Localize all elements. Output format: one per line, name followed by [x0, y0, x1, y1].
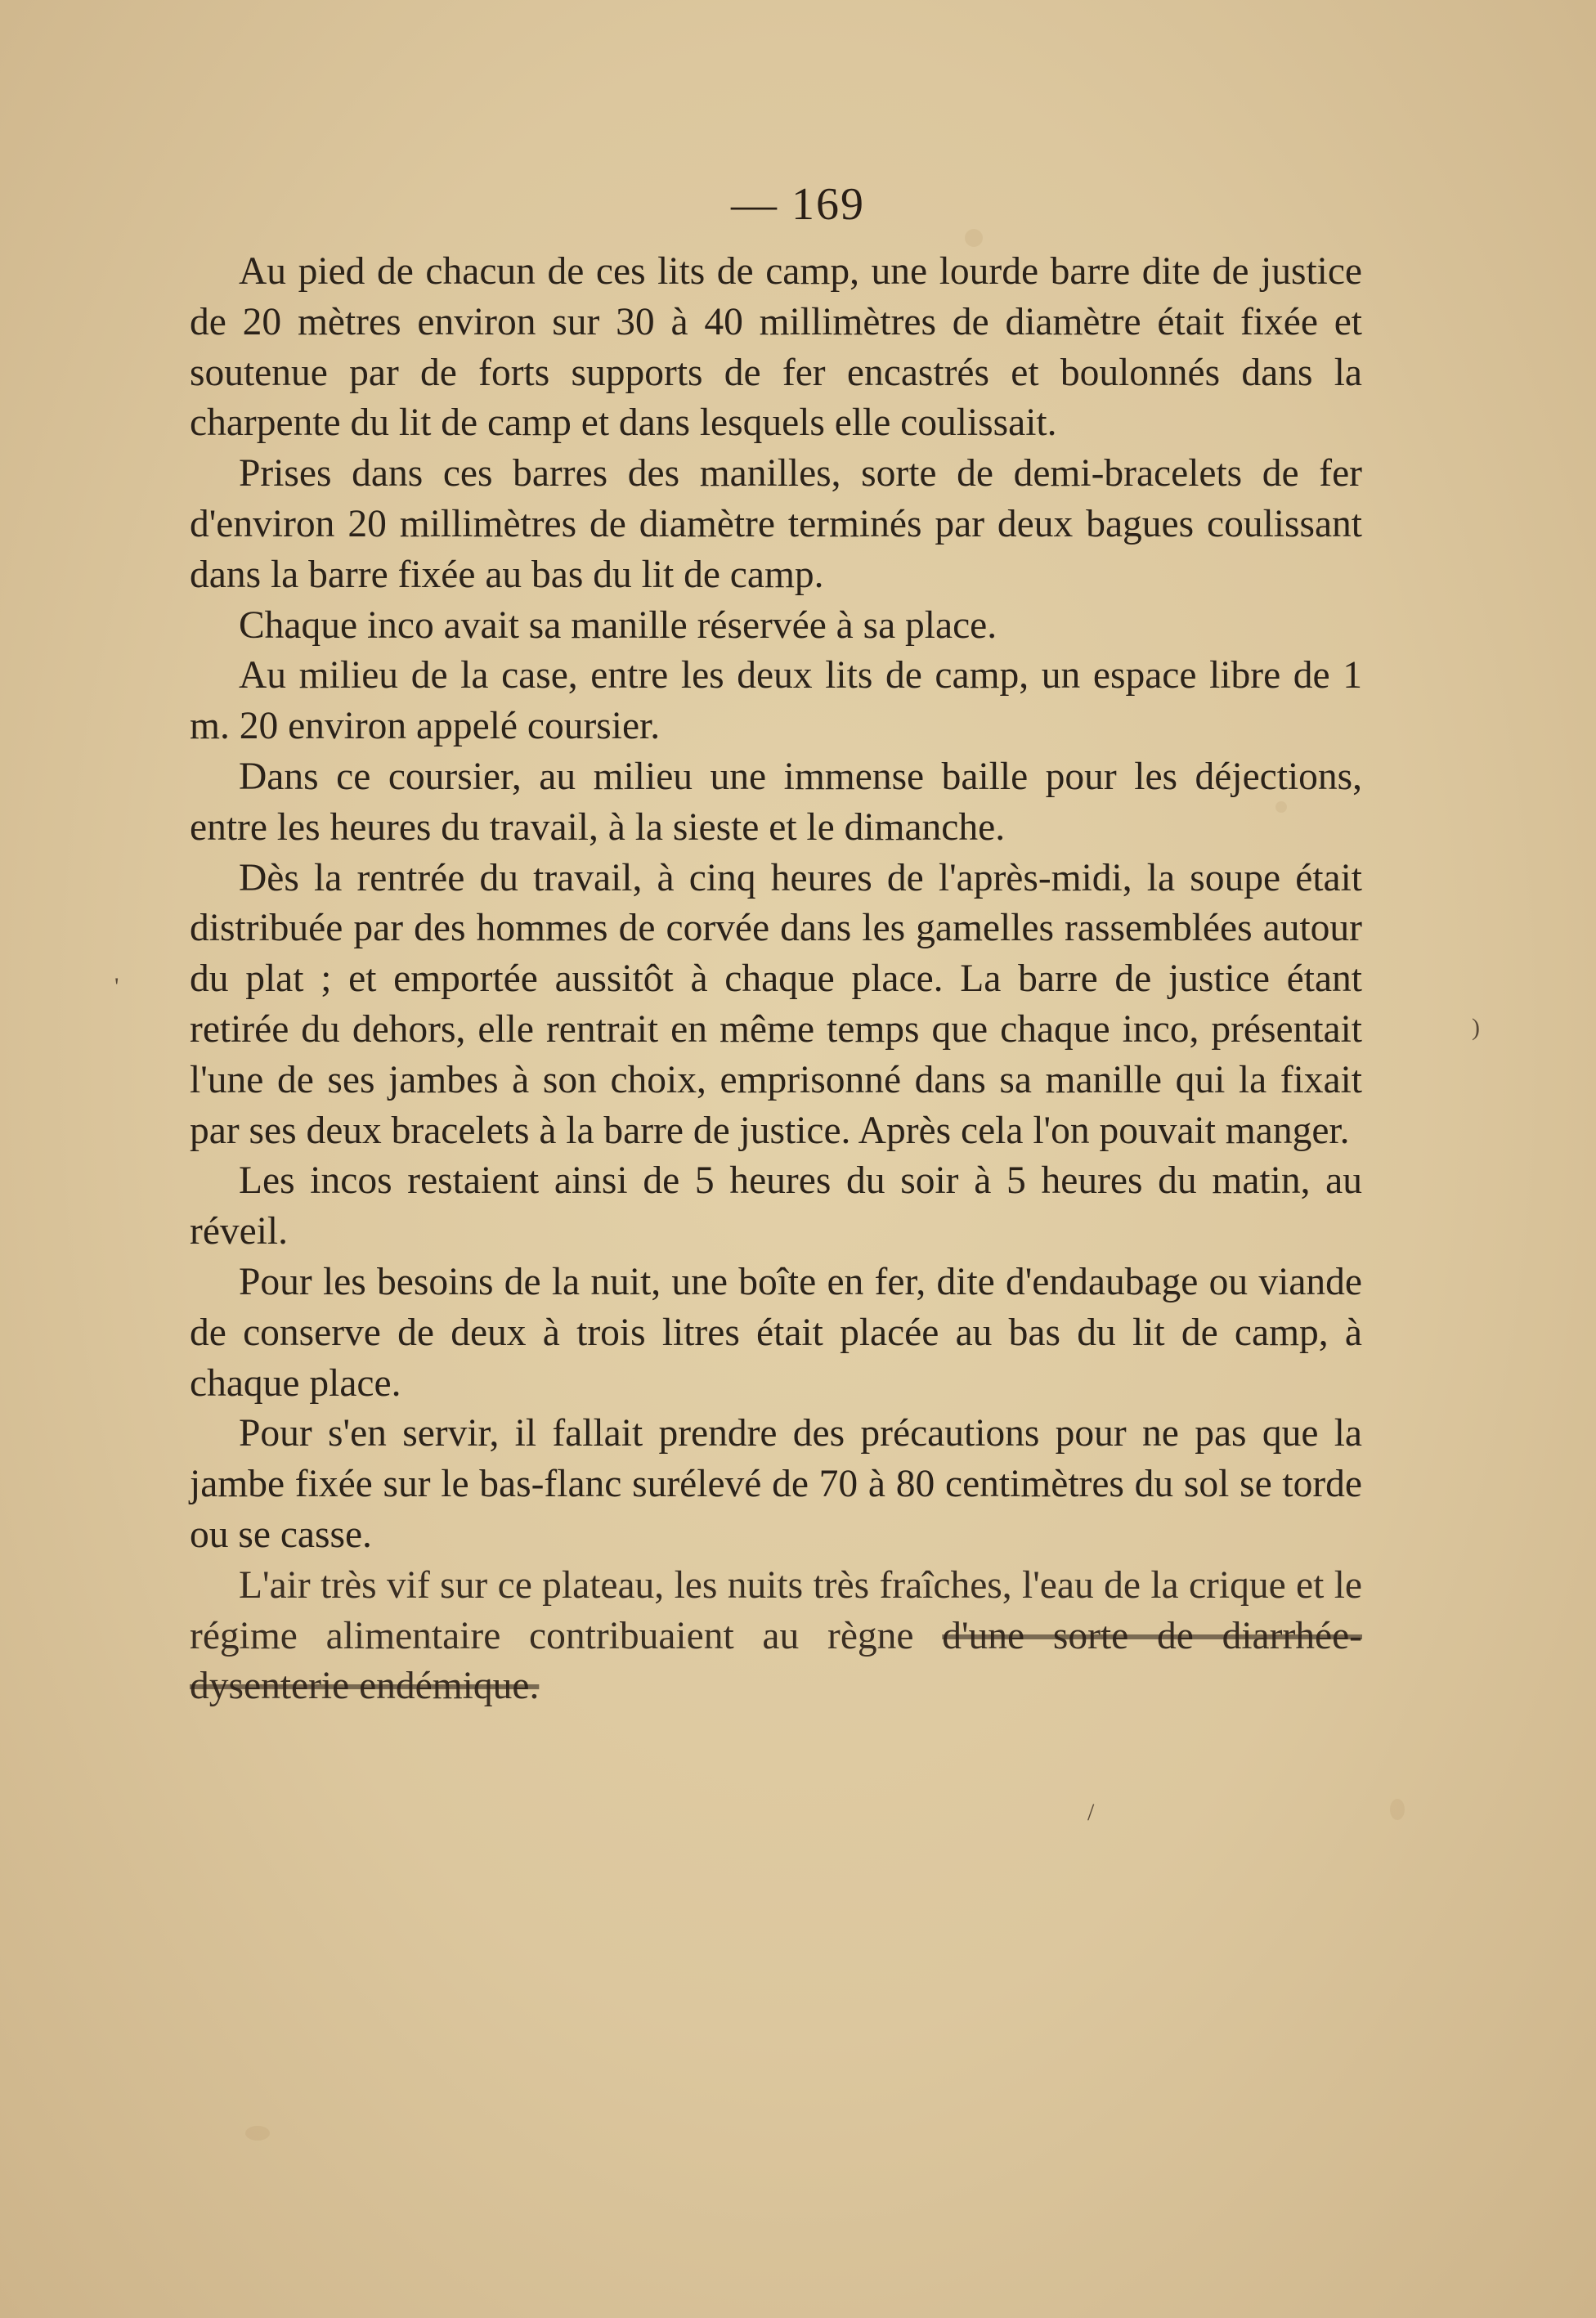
paragraph-last	[190, 1561, 1362, 1712]
margin-tick: '	[114, 973, 119, 1000]
paragraph: Dès la rentrée du travail, à cinq heures de l'après-midi, la soupe était distribuée par des hommes de corvée dans les gamelles rassemblées autour du plat ; et emportée aussitôt à chaque place. La barre de justice étant retirée du dehors, elle rentrait en même temps que chaque inco, présentait l'une de ses jambes à son choix, emprisonné dans sa manille qui la fixait par ses deux bracelets à la barre de justice. Après cela l'on pouvait manger.	[190, 856, 1362, 1152]
paragraph: Pour les besoins de la nuit, une boîte en fer, dite d'endaubage ou viande de conserve de deux à trois litres était placée au bas du lit de camp, à chaque place.	[190, 1260, 1362, 1405]
stain	[1390, 1799, 1405, 1820]
stain	[965, 229, 983, 247]
paragraph-last-start: L'air très vif sur ce plateau, les nuits très fraîches, l'eau de la crique et le régime alimentaire contribuaient au règne	[190, 1563, 1362, 1657]
stain	[245, 2126, 270, 2141]
page-number: — 169	[731, 179, 865, 230]
paragraph-last-smudged: d'une sorte de diarrhée-dysenterie endémique.	[190, 1614, 1362, 1708]
paragraph: Au pied de chacun de ces lits de camp, une lourde barre dite de justice de 20 mètres environ sur 30 à 40 millimètres de diamètre était fixée et soutenue par de forts supports de fer encastrés et boulonnés dans la charpente du lit de camp et dans lesquels elle coulissait.	[190, 250, 1362, 445]
margin-tick: /	[1087, 1799, 1095, 1826]
paragraph: Les incos restaient ainsi de 5 heures du soir à 5 heures du matin, au réveil.	[190, 1159, 1362, 1253]
paragraph: Chaque inco avait sa manille réservée à sa place.	[239, 603, 998, 647]
paragraph: Au milieu de la case, entre les deux lits de camp, un espace libre de 1 m. 20 environ appelé coursier.	[190, 654, 1362, 748]
paragraph: Dans ce coursier, au milieu une immense baille pour les déjections, entre les heures du travail, à la sieste et le dimanche.	[190, 755, 1362, 849]
margin-tick: )	[1472, 1014, 1480, 1041]
body-text	[190, 247, 1362, 1712]
paragraph: Prises dans ces barres des manilles, sorte de demi-bracelets de fer d'environ 20 millimètres de diamètre terminés par deux bagues coulissant dans la barre fixée au bas du lit de camp.	[190, 452, 1362, 596]
paragraph: Pour s'en servir, il fallait prendre des précautions pour ne pas que la jambe fixée sur le bas-flanc surélevé de 70 à 80 centimètres du sol se torde ou se casse.	[190, 1412, 1362, 1556]
